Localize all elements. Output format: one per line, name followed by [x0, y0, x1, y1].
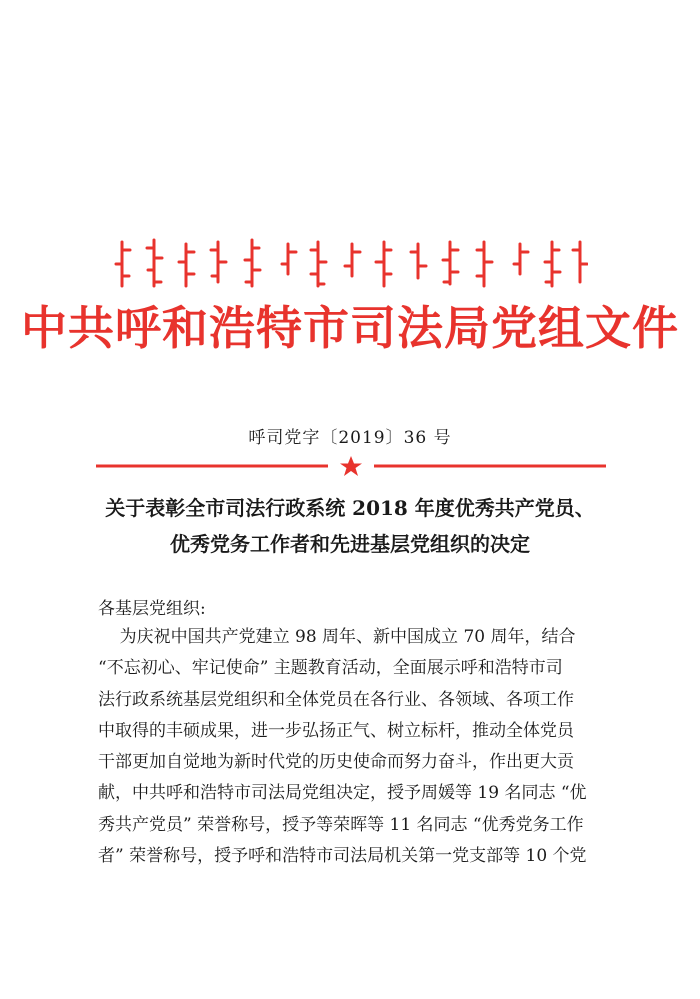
red-divider: [96, 456, 606, 476]
body-line: 献，中共呼和浩特市司法局党组决定，授予周媛等 19 名同志 “优: [98, 783, 587, 804]
body-line: 干部更加自觉地为新时代党的历史使命而努力奋斗，作出更大贡: [98, 752, 574, 773]
body-paragraph: [98, 622, 618, 872]
body-line: 者” 荣誉称号，授予呼和浩特市司法局机关第一党支部等 10 个党: [98, 846, 587, 867]
document-title-line: 关于表彰全市司法行政系统 2018 年度优秀共产党员、: [105, 496, 595, 520]
body-line: 法行政系统基层党组织和全体党员在各行业、各领域、各项工作: [98, 689, 574, 710]
document-number: 呼司党字〔2019〕36 号: [248, 428, 452, 448]
body-line: “不忘初心、牢记使命” 主题教育活动，全面展示呼和浩特市司: [98, 658, 563, 679]
body-line: 为庆祝中国共产党建立 98 周年、新中国成立 70 周年，结合: [98, 627, 576, 647]
agency-title: 中共呼和浩特市司法局党组文件: [21, 301, 679, 355]
mongolian-script-header: [112, 236, 588, 292]
salutation: 各基层党组织:: [98, 599, 206, 619]
document-title-line: 优秀党务工作者和先进基层党组织的决定: [170, 532, 530, 556]
document-title: [60, 490, 640, 562]
star-icon: [340, 456, 362, 476]
body-line: 中取得的丰硕成果，进一步弘扬正气、树立标杆，推动全体党员: [98, 720, 574, 741]
body-line: 秀共产党员” 荣誉称号，授予等荣晖等 11 名同志 “优秀党务工作: [98, 814, 584, 835]
